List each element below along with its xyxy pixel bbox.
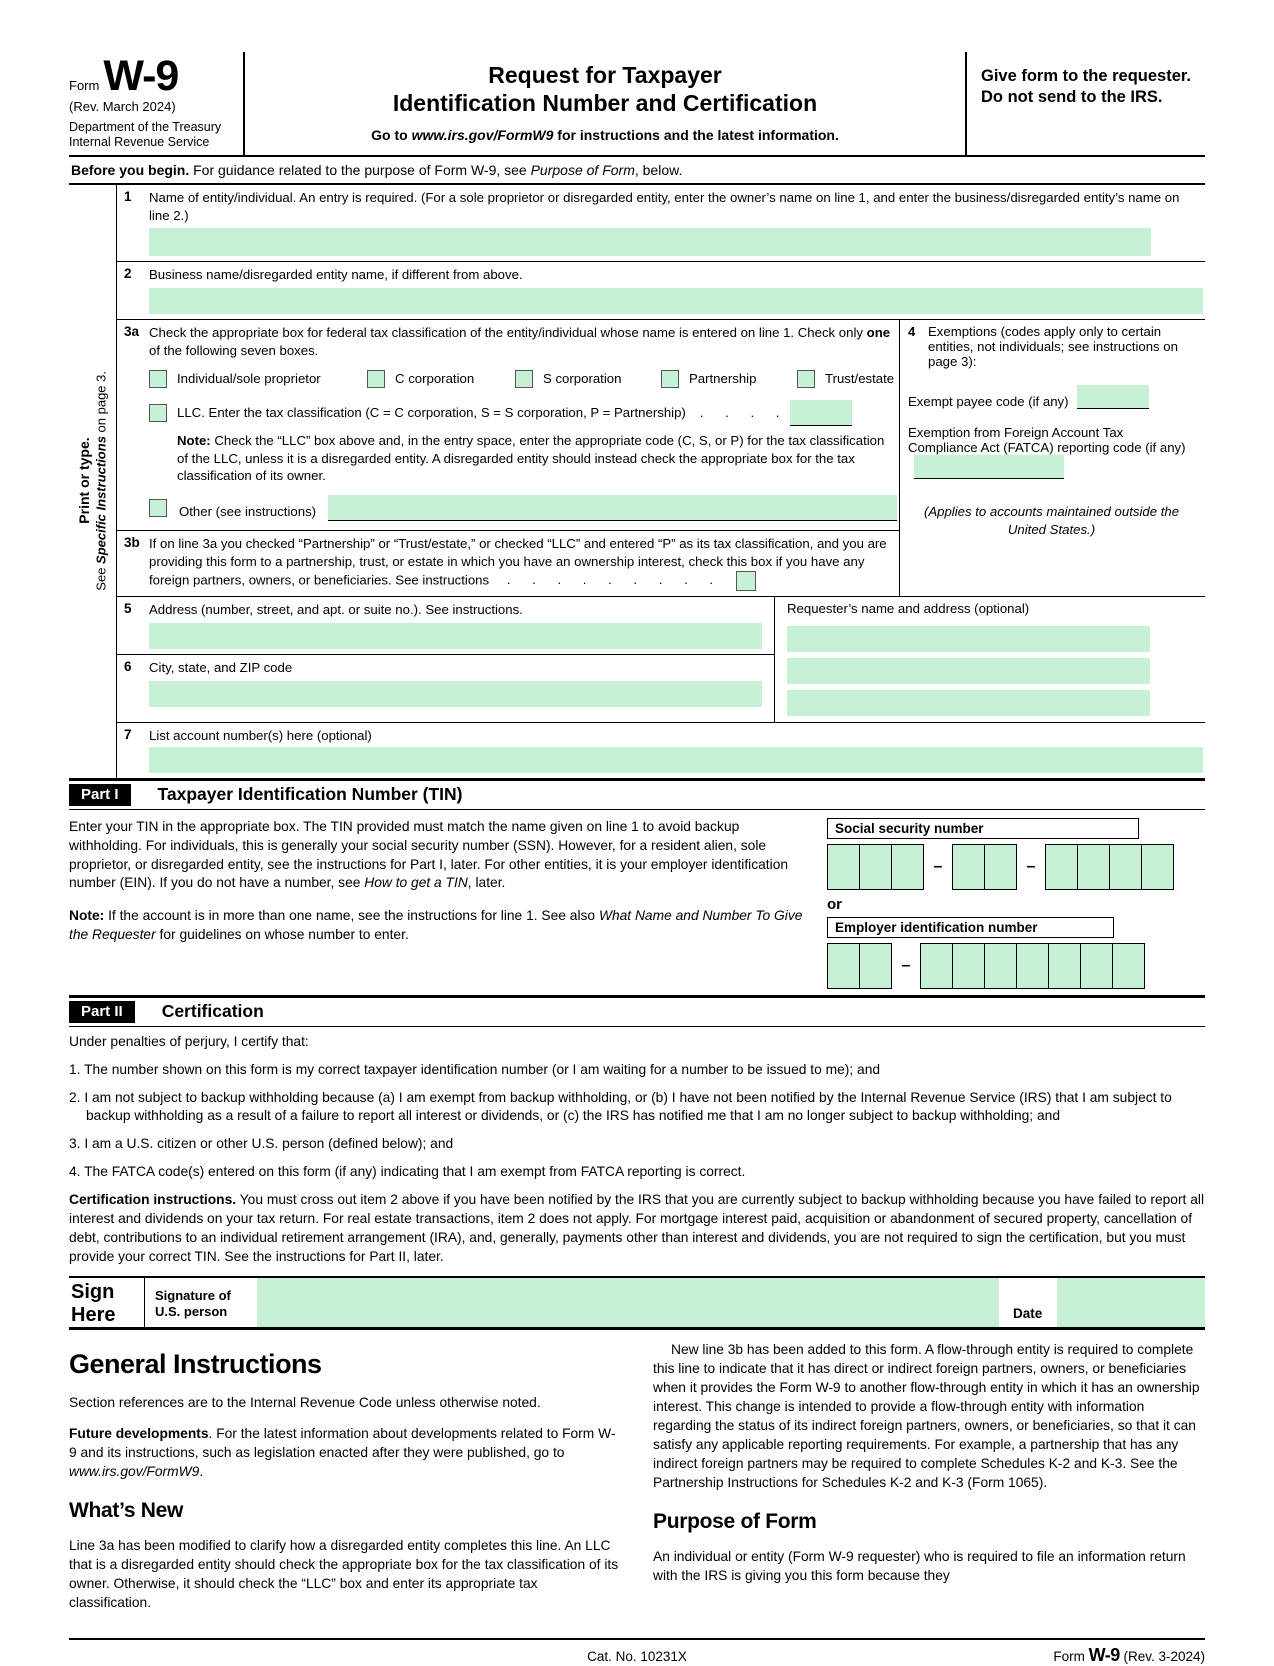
form-header [69, 52, 1205, 157]
ssn-dash: – [933, 857, 943, 875]
option-label: S corporation [543, 370, 622, 386]
llc-classification-input[interactable] [790, 400, 852, 426]
line1-label: Name of entity/individual. An entry is required. (For a sole proprietor or disregarded entity, enter the owner’s name on line 1, and enter the business/disregarded entity’s name on line 2.) [149, 189, 1180, 223]
certification-intro: Under penalties of perjury, I certify that: [69, 1033, 309, 1049]
fatca-row [908, 425, 1195, 479]
llc-option-row [149, 400, 897, 426]
requester-block [775, 597, 1205, 722]
date-input[interactable] [1057, 1278, 1205, 1327]
line2-business-name-input[interactable] [149, 288, 1203, 314]
ssn-digit-box[interactable] [827, 844, 860, 890]
part1-content [69, 810, 1205, 995]
exempt-payee-row [908, 385, 1195, 409]
line7-number: 7 [124, 726, 132, 742]
whats-new-paragraph: Line 3a has been modified to clarify how a disregarded entity completes this line. An LLC that is a disregarded entity should check the appropriate box for the tax classification of its owner. Otherwise, it should check the “LLC” box and enter its appropriate tax classification. [69, 1537, 619, 1611]
box4-title: Exemptions (codes apply only to certain entities, not individuals; see instructions on page 3): [928, 324, 1178, 370]
new-line-3b-paragraph: New line 3b has been added to this form. A flow-through entity is required to complete this line to indicate that it has direct or indirect foreign partners, owners, or beneficiaries when it provides the Form W-9 to another flow-through entity in which it has an ownership interest. This change is intended to provide a flow-through entity with information regarding the status of its indirect foreign partners, owners, or beneficiaries, so that it can satisfy any applicable reporting requirements. For example, a partnership that has any indirect foreign partners may be required to complete Schedules K-2 and K-3. See the Partnership Instructions for Schedules K-2 and K-3 (Form 1065). [653, 1341, 1200, 1490]
certification-instructions: Certification instructions. You must cross out item 2 above if you have been notified by the IRS that you are currently subject to backup withholding because you have failed to report all interest and dividends on your tax return. For real estate transactions, item 2 does not apply. For mortgage interest paid, acquisition or abandonment of secured property, cancellation of debt, contributions to an individual retirement arrangement (IRA), and, generally, payments other than interest and dividends, you are not required to sign the certification, but you must provide your correct TIN. See the instructions for Part II, later. [69, 1192, 1205, 1264]
sign-here-label: Sign Here [69, 1278, 145, 1327]
goto-instructions-line: Go to www.irs.gov/FormW9 for instructions and the latest information. [371, 127, 839, 144]
form-number: W-9 [103, 52, 179, 100]
ein-digit-row [827, 943, 1205, 989]
sidebar-see-instructions: See Specific Instructions on page 3. [93, 371, 109, 592]
line2-label: Business name/disregarded entity name, if different from above. [149, 267, 523, 283]
line5-address-input[interactable] [149, 623, 762, 649]
print-or-type-sidebar [69, 185, 117, 778]
s-corporation-checkbox[interactable] [515, 370, 533, 388]
partnership-checkbox[interactable] [661, 370, 679, 388]
line1-row [117, 185, 1205, 263]
line5-label: Address (number, street, and apt. or suite no.). See instructions. [149, 601, 523, 617]
ein-digit-box[interactable] [1048, 943, 1081, 989]
general-instructions-section [69, 1340, 1205, 1624]
ssn-digit-box[interactable] [891, 844, 924, 890]
address-section [117, 597, 1205, 723]
sign-here-section [69, 1276, 1205, 1330]
instructions-left-column [69, 1340, 621, 1624]
line3a-row [117, 320, 899, 531]
certification-item-3: 3. I am a U.S. citizen or other U.S. person (defined below); and [69, 1136, 454, 1152]
line7-row [117, 723, 1205, 778]
department-line2: Internal Revenue Service [69, 135, 210, 150]
part1-title: Taxpayer Identification Number (TIN) [157, 784, 463, 805]
certification-item-2: 2. I am not subject to backup withholding because (a) I am exempt from backup withholding, or (b) I have not been notified by the Internal Revenue Service (IRS) that I am subject to backup withholding as a result of a failure to report all interest or dividends, or (c) the IRS has notified me that I am no longer subject to backup withholding; and [69, 1089, 1172, 1124]
tin-instructions-paragraph: Enter your TIN in the appropriate box. The TIN provided must match the name given on line 1 to avoid backup withholding. For individuals, this is generally your social security number (SSN). However, for a resident alien, sole proprietor, or disregarded entity, see the instructions for Part I, later. For other entities, it is your employer identification number (EIN). If you do not have a number, see How to get a TIN, later. [69, 818, 789, 891]
foreign-partners-checkbox[interactable] [736, 571, 756, 591]
box4-exemptions [900, 320, 1205, 596]
line1-name-input[interactable] [149, 228, 1151, 256]
requester-input-line2[interactable] [787, 658, 1150, 684]
part2-badge: Part II [69, 1001, 135, 1023]
option-label: C corporation [395, 370, 475, 386]
line6-number: 6 [124, 658, 132, 674]
ssn-label: Social security number [827, 818, 1139, 839]
form-body [69, 185, 1205, 778]
applies-note: (Applies to accounts maintained outside the United States.) [923, 504, 1180, 538]
form-title-block [245, 52, 967, 155]
section-references-paragraph: Section references are to the Internal Revenue Code unless otherwise noted. [69, 1394, 541, 1410]
ein-digit-box[interactable] [1080, 943, 1113, 989]
fatca-code-input[interactable] [914, 455, 1064, 479]
form-grid [117, 185, 1205, 778]
ein-digit-box[interactable] [1016, 943, 1049, 989]
ein-digit-box[interactable] [859, 943, 892, 989]
requester-input-line1[interactable] [787, 626, 1150, 652]
irs-url-text: www.irs.gov/FormW9 [69, 1463, 200, 1479]
exempt-payee-code-input[interactable] [1077, 385, 1149, 409]
line5-row [117, 597, 774, 655]
ssn-digit-box[interactable] [1141, 844, 1174, 890]
form-identity-block [69, 52, 245, 155]
ssn-digit-box[interactable] [952, 844, 985, 890]
line6-label: City, state, and ZIP code [149, 659, 293, 675]
line3a-number: 3a [124, 324, 140, 340]
llc-note: Note: Check the “LLC” box above and, in the entry space, enter the appropriate code (C, S, or P) for the tax classification of the LLC, unless it is a disregarded entity. A disregarded entity should instead check the appropriate box for the tax classification of its owner. [177, 432, 885, 484]
signature-of-label: Signature of U.S. person [155, 1287, 231, 1319]
line6-city-state-zip-input[interactable] [149, 681, 762, 707]
ssn-digit-row [827, 844, 1205, 890]
department-line1: Department of the Treasury [69, 119, 222, 134]
other-option-row [149, 495, 897, 521]
general-instructions-heading: General Instructions [69, 1348, 322, 1379]
tin-boxes-column [827, 818, 1205, 995]
option-label: Trust/estate [825, 370, 895, 386]
ein-digit-box[interactable] [952, 943, 985, 989]
line7-account-numbers-input[interactable] [149, 747, 1203, 773]
ein-digit-box[interactable] [1112, 943, 1145, 989]
footer-form-id: Form W-9 (Rev. 3-2024) [1053, 1645, 1206, 1666]
ein-digit-box[interactable] [984, 943, 1017, 989]
line3-section [117, 320, 1205, 597]
part2-header-bar [69, 995, 1205, 1027]
line6-row [117, 655, 774, 712]
fatca-label: Exemption from Foreign Account Tax Compliance Act (FATCA) reporting code (if any) [908, 425, 1186, 456]
ein-label: Employer identification number [827, 917, 1114, 938]
tax-classification-options [149, 370, 897, 388]
date-label: Date [1013, 1305, 1043, 1321]
individual-sole-proprietor-checkbox[interactable] [149, 370, 167, 388]
line2-number: 2 [124, 266, 132, 282]
ssn-digit-box[interactable] [1109, 844, 1142, 890]
line3b-label: If on line 3a you checked “Partnership” or “Trust/estate,” or checked “LLC” and entered “P” as its tax classification, and you are providing this form to a partnership, trust, or estate in which you have an ownership interest, check this box if you have any foreign partners, owners, or beneficiaries. See instructions [149, 536, 887, 588]
ein-digit-box[interactable] [920, 943, 953, 989]
ssn-digit-box[interactable] [1077, 844, 1110, 890]
tin-note-paragraph: Note: If the account is in more than one name, see the instructions for line 1. See also What Name and Number To Give the Requester for guidelines on whose number to enter. [69, 908, 803, 943]
ein-digit-box[interactable] [827, 943, 860, 989]
part1-badge: Part I [69, 784, 131, 806]
ssn-dash: – [1026, 857, 1036, 875]
llc-checkbox[interactable] [149, 404, 167, 422]
give-form-notice: Give form to the requester. Do not send to the IRS. [981, 67, 1191, 107]
line1-number: 1 [124, 188, 132, 204]
ssn-digit-box[interactable] [859, 844, 892, 890]
dot-leader: . . . . [699, 404, 781, 420]
future-developments-paragraph: Future developments. For the latest information about developments related to Form W-9 and its instructions, such as legislation enacted after they were published, go to www.irs.gov/FormW9. [69, 1425, 616, 1479]
option-label: Partnership [689, 370, 757, 386]
page-footer [69, 1638, 1205, 1666]
instructions-right-column [653, 1340, 1205, 1624]
requester-input-line3[interactable] [787, 690, 1150, 716]
revision-date: (Rev. March 2024) [69, 98, 176, 114]
other-input[interactable] [328, 495, 897, 521]
other-checkbox[interactable] [149, 499, 167, 517]
certification-item-1: 1. The number shown on this form is my correct taxpayer identification number (or I am waiting for a number to be issued to me); and [69, 1061, 881, 1077]
llc-label: LLC. Enter the tax classification (C = C corporation, S = S corporation, P = Partnership) [177, 404, 686, 420]
catalog-number: Cat. No. 10231X [587, 1649, 687, 1665]
line5-number: 5 [124, 600, 132, 616]
other-label: Other (see instructions) [179, 504, 317, 520]
option-label: Individual/sole proprietor [177, 370, 321, 386]
purpose-of-form-paragraph: An individual or entity (Form W-9 requester) who is required to file an information return with the IRS is giving you this form because they [653, 1548, 1186, 1583]
line3b-number: 3b [124, 535, 140, 551]
ein-dash: – [901, 956, 911, 974]
purpose-of-form-heading: Purpose of Form [653, 1509, 817, 1533]
c-corporation-checkbox[interactable] [367, 370, 385, 388]
certification-item-4: 4. The FATCA code(s) entered on this form (if any) indicating that I am exempt from FATCA reporting is correct. [69, 1164, 746, 1180]
whats-new-heading: What’s New [69, 1499, 184, 1523]
form-word: Form [69, 78, 100, 93]
ssn-digit-box[interactable] [1045, 844, 1078, 890]
requester-label: Requester’s name and address (optional) [787, 600, 1030, 616]
sidebar-print-or-type: Print or type. [75, 438, 92, 525]
line2-row [117, 262, 1205, 320]
exempt-payee-label: Exempt payee code (if any) [908, 394, 1069, 410]
part1-header-bar [69, 778, 1205, 810]
part2-title: Certification [161, 1001, 264, 1022]
irs-url-link[interactable]: www.irs.gov/FormW9 [411, 127, 554, 144]
before-you-begin-line: Before you begin. For guidance related to the purpose of Form W-9, see Purpose of Form, below. [69, 157, 1205, 185]
line3b-row [117, 531, 899, 596]
dot-leader: . . . . . . . . . [506, 572, 715, 588]
trust-estate-checkbox[interactable] [797, 370, 815, 388]
form-title: Request for Taxpayer Identification Number and Certification [392, 62, 818, 116]
line7-label: List account number(s) here (optional) [149, 727, 372, 743]
line3a-label: Check the appropriate box for federal tax classification of the entity/individual whose name is entered on line 1. Check only one of the following seven boxes. [149, 325, 891, 359]
signature-input[interactable] [257, 1278, 999, 1327]
or-label: or [827, 895, 842, 913]
box4-number: 4 [908, 324, 916, 340]
part2-content [69, 1027, 1205, 1267]
ssn-digit-box[interactable] [984, 844, 1017, 890]
